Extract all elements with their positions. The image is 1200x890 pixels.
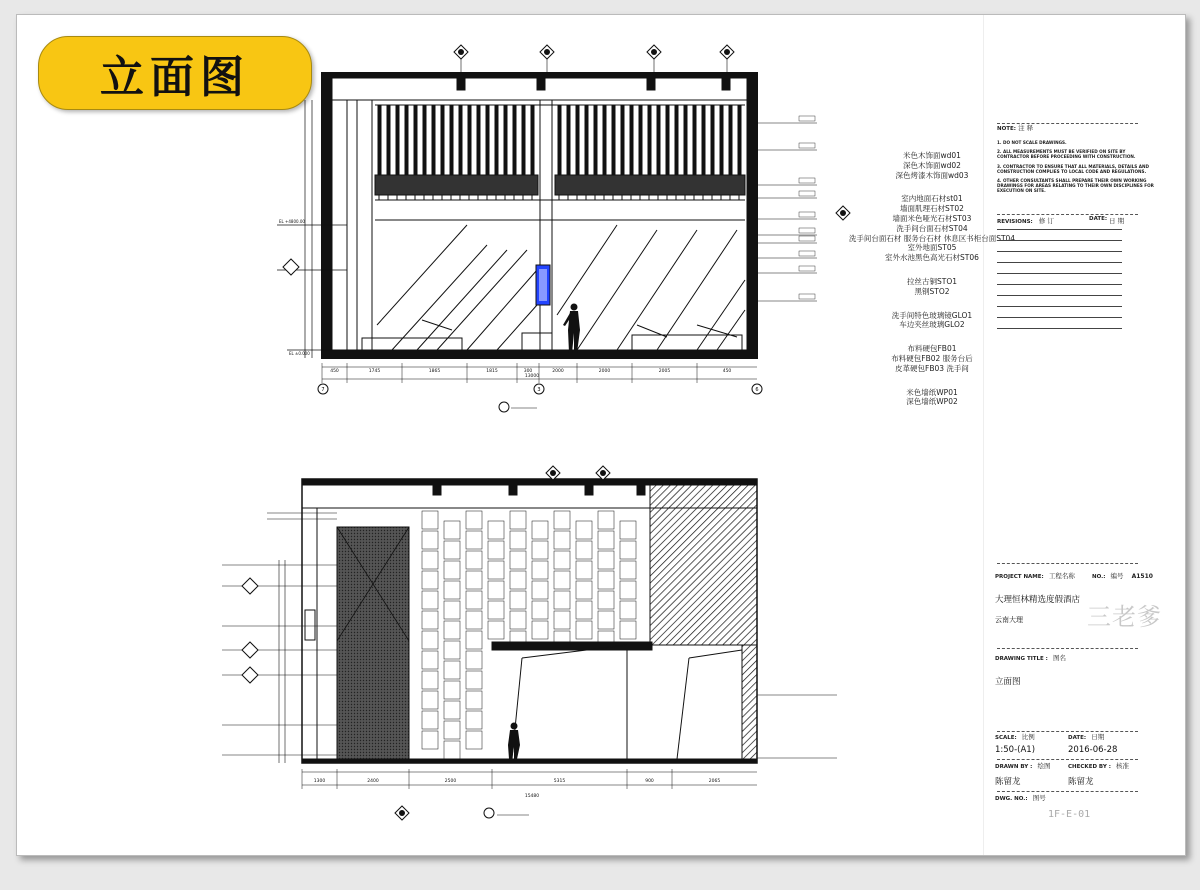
badge-title: 立面图 <box>100 52 250 103</box>
dim-label: 5315 <box>553 779 566 784</box>
dim-label: 900 <box>645 779 654 784</box>
legend-item: 皮革硬包FB03 洗手间 <box>895 363 969 373</box>
note-item: 2. ALL MEASUREMENTS MUST BE VERIFIED ON SITE BY CONTRACTOR BEFORE PROCEEDING WITH CONSTRUCTION. <box>997 149 1136 160</box>
legend-item: 黑钢STO2 <box>914 286 950 296</box>
dim-label: 1865 <box>428 369 441 374</box>
drawn-label-row <box>995 761 1050 770</box>
legend-item: 深色木饰面wd02 <box>903 160 961 170</box>
project-name-label-row <box>995 571 1075 580</box>
revisions-block <box>997 216 1157 225</box>
human-figure-bottom <box>508 723 520 760</box>
legend-group <box>837 344 1027 373</box>
checked-label: CHECKED BY : <box>1068 764 1111 770</box>
revisions-date-label: DATE: <box>1089 216 1108 222</box>
project-name-label: PROJECT NAME: <box>995 574 1044 580</box>
svg-text:EL +4800.00: EL +4800.00 <box>279 219 305 224</box>
watermark: 三老爹 <box>1087 603 1162 631</box>
dim-label: 450 <box>722 369 732 374</box>
date-cn: 日期 <box>1091 733 1105 741</box>
grid-label-2: 3 <box>537 387 541 393</box>
project-name-cn: 工程名称 <box>1048 572 1075 580</box>
dim-label: 2005 <box>658 369 671 374</box>
no-cn: 编号 <box>1110 572 1124 580</box>
dim-label: 2400 <box>367 779 379 784</box>
drawn-value: 陈留龙 <box>995 777 1021 787</box>
legend-group <box>837 388 1027 408</box>
revisions-label: REVISIONS: <box>997 219 1033 225</box>
top-total-dim: 13000 <box>524 374 540 379</box>
project-name: 大理恒林精选度假酒店 <box>995 595 1081 605</box>
dim-label: 1745 <box>368 369 381 374</box>
revisions-date-cn: 日 期 <box>1109 217 1125 225</box>
legend-item: 洗手间特色玻璃镜GLO1 <box>891 310 973 320</box>
legend-item: 墙面肌理石材ST02 <box>900 204 964 214</box>
scale-label-row <box>995 732 1035 741</box>
scale-value: 1:50-(A1) <box>995 745 1036 755</box>
legend-item: 室外地面ST05 <box>907 243 957 253</box>
dim-label: 2000 <box>598 369 611 374</box>
no-value: A1510 <box>1131 573 1153 580</box>
dwg-label-row <box>995 793 1046 802</box>
note-item: 1. DO NOT SCALE DRAWINGS. <box>997 140 1067 145</box>
dwg-label: DWG. NO.: <box>995 796 1028 802</box>
note-item: 3. CONTRACTOR TO ENSURE THAT ALL MATERIALS, DETAILS AND CONSTRUCTION COMPLIES TO LOCAL CODE AND REGULATIONS. <box>997 163 1150 174</box>
dim-label: 450 <box>330 369 339 374</box>
drawn-cn: 绘图 <box>1037 762 1051 770</box>
svg-text:EL ±0.000: EL ±0.000 <box>289 351 310 356</box>
project-location: 云南大理 <box>995 616 1023 624</box>
drawing-title-label: DRAWING TITLE : <box>995 656 1048 662</box>
legend-item: 拉丝古铜STO1 <box>906 276 958 286</box>
dwg-cn: 图号 <box>1032 794 1046 802</box>
dim-label: 300 <box>523 369 533 374</box>
dwg-number: 1F-E-01 <box>1048 809 1091 820</box>
legend-item: 布料硬包FB02 服务台后 <box>891 353 973 363</box>
legend-item: 室外水池黑色高光石材ST06 <box>885 253 979 263</box>
revisions-label-cn: 修 订 <box>1038 217 1054 225</box>
grid-label-1: 7 <box>321 387 325 393</box>
scale-cn: 比例 <box>1021 733 1035 741</box>
drawing-title-cn: 图名 <box>1052 654 1066 662</box>
checked-value: 陈留龙 <box>1068 777 1094 787</box>
no-label: NO.: <box>1092 574 1106 580</box>
legend-item: 米色墙纸WP01 <box>906 387 958 397</box>
notes-block <box>997 123 1157 198</box>
drawing-title-label-row <box>995 653 1066 662</box>
elevation-bottom <box>17 445 983 845</box>
drawn-label: DRAWN BY : <box>995 764 1033 770</box>
legend-item: 室内地面石材st01 <box>901 194 963 204</box>
frame-divider <box>983 15 984 855</box>
checked-label-row <box>1068 761 1129 770</box>
grid-label-3: 6 <box>755 387 759 393</box>
legend-item: 布料硬包FB01 <box>907 344 957 354</box>
human-figure-top <box>563 304 580 354</box>
dim-label: 2000 <box>552 369 564 374</box>
dim-label: 1815 <box>486 369 498 374</box>
no-label-row <box>1092 571 1153 580</box>
legend-item: 墙面米色哑光石材ST03 <box>892 213 972 223</box>
scale-label: SCALE: <box>995 735 1017 741</box>
legend-item: 米色木饰面wd01 <box>903 151 961 160</box>
legend-item: 深色墙纸WP02 <box>906 397 958 407</box>
dim-label: 2065 <box>708 779 721 784</box>
date-value: 2016-06-28 <box>1068 745 1118 755</box>
notes-title: NOTE: <box>997 126 1016 132</box>
note-item: 4. OTHER CONSULTANTS SHALL PREPARE THEIR OWN WORKING DRAWINGS FOR AREAS RELATING TO THEIR OWN DISCIPLINES FOR EXECUTION ON SITE. <box>997 178 1154 194</box>
legend-item: 洗手间台面石材ST04 <box>896 223 968 233</box>
legend-item: 洗手间台面石材 服务台石材 休息区书柜台面ST04 <box>848 233 1016 243</box>
date-label-row <box>1068 732 1104 741</box>
dim-label: 2500 <box>444 779 457 784</box>
drawing-sheet <box>16 14 1186 856</box>
legend-item: 车边夹丝玻璃GLO2 <box>899 320 965 330</box>
dim-label: 1300 <box>313 779 326 784</box>
notes-title-cn: 注 释 <box>1018 124 1034 132</box>
drawing-title: 立面图 <box>995 677 1021 687</box>
date-label: DATE: <box>1068 735 1087 741</box>
checked-cn: 核准 <box>1116 762 1129 770</box>
legend-item: 深色烤漆木饰面wd03 <box>895 170 969 180</box>
legend-group <box>837 277 1027 297</box>
bottom-total-dim: 15480 <box>524 794 540 799</box>
